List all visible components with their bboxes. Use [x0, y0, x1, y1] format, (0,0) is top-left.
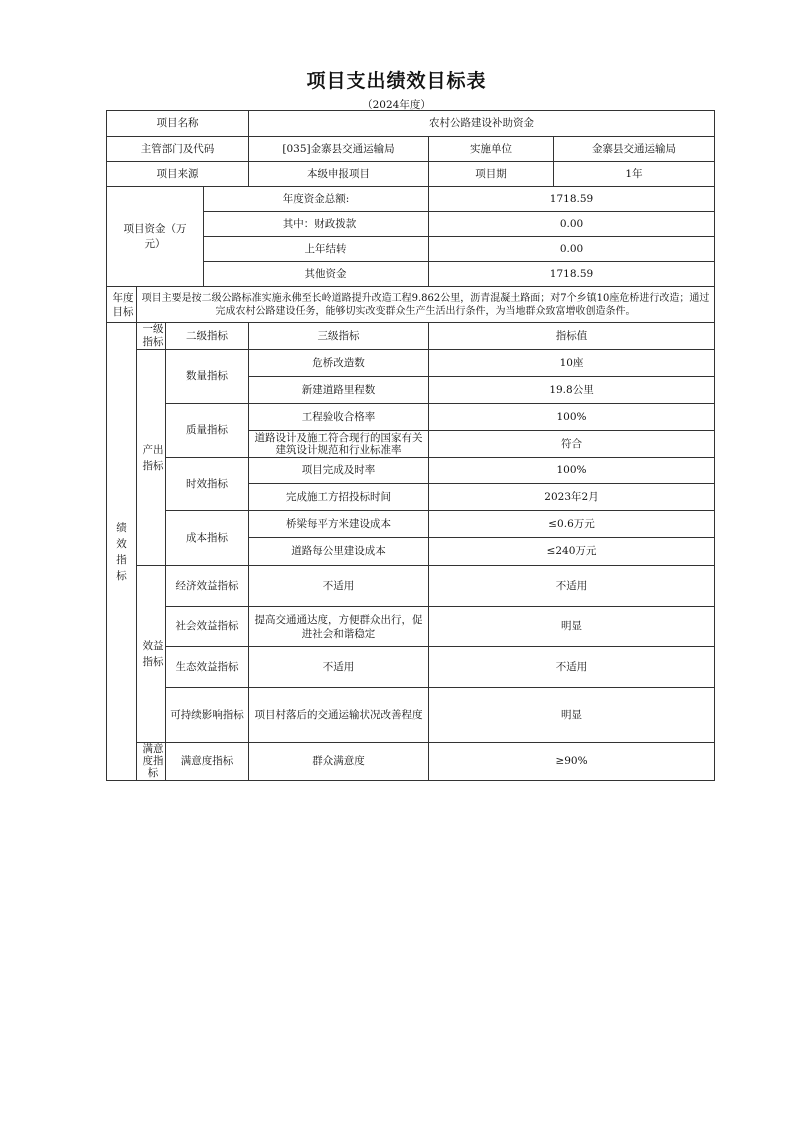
project-name-row [107, 111, 715, 137]
indicator-name: 桥梁每平方米建设成本 [249, 511, 429, 538]
performance-table [106, 110, 715, 781]
indicator-value: ≤240万元 [429, 538, 715, 566]
page-title: 项目支出绩效目标表 [306, 70, 487, 92]
funds-other-value: 1718.59 [429, 262, 715, 287]
table-row [107, 458, 715, 484]
indicator-name: 项目完成及时率 [249, 458, 429, 484]
source-label: 项目来源 [107, 162, 249, 187]
performance-indicators-label: 绩效指标 [107, 323, 137, 781]
period-label: 项目期 [429, 162, 554, 187]
indicator-value: 明显 [429, 607, 715, 647]
quantity-indicator-label: 数量指标 [166, 350, 249, 404]
indicator-value: 100% [429, 458, 715, 484]
satisfaction-level2-label: 满意度指标 [166, 743, 249, 781]
indicator-name: 工程验收合格率 [249, 404, 429, 431]
indicator-value: 19.8公里 [429, 377, 715, 404]
funds-total-label: 年度资金总额: [204, 187, 429, 212]
quality-indicator-label: 质量指标 [166, 404, 249, 458]
indicator-name: 道路每公里建设成本 [249, 538, 429, 566]
impl-value: 金寨县交通运输局 [554, 137, 715, 162]
header-value: 指标值 [429, 323, 715, 350]
source-row [107, 162, 715, 187]
annual-goal-label: 年度目标 [107, 287, 137, 323]
indicator-value: 不适用 [429, 566, 715, 607]
table-row [107, 607, 715, 647]
indicator-value: 明显 [429, 688, 715, 743]
indicator-name: 完成施工方招投标时间 [249, 484, 429, 511]
indicator-name: 危桥改造数 [249, 350, 429, 377]
indicator-value: 100% [429, 404, 715, 431]
funds-fiscal-value: 0.00 [429, 212, 715, 237]
indicator-name: 道路设计及施工符合现行的国家有关建筑设计规范和行业标准率 [249, 431, 429, 458]
economic-benefit-label: 经济效益指标 [166, 566, 249, 607]
impl-label: 实施单位 [429, 137, 554, 162]
indicator-value: 2023年2月 [429, 484, 715, 511]
indicator-value: ≤0.6万元 [429, 511, 715, 538]
funds-carryover-value: 0.00 [429, 237, 715, 262]
sustainable-impact-label: 可持续影响指标 [166, 688, 249, 743]
table-row [107, 688, 715, 743]
dept-row [107, 137, 715, 162]
funds-total-value: 1718.59 [429, 187, 715, 212]
table-row [107, 350, 715, 377]
table-row [107, 743, 715, 781]
annual-goal-text: 项目主要是按二级公路标准实施永佛至长岭道路提升改造工程9.862公里，沥青混凝土路面；对7个乡镇10座危桥进行改造；通过完成农村公路建设任务，能够切实改变群众生产生活出行条件，为当地群众致富增收创造条件。 [137, 287, 715, 323]
indicator-value: 不适用 [429, 647, 715, 688]
indicator-name: 项目村落后的交通运输状况改善程度 [249, 688, 429, 743]
header-level1: 一级指标 [137, 323, 166, 350]
header-level3: 三级指标 [249, 323, 429, 350]
indicator-value: 10座 [429, 350, 715, 377]
funds-other-label: 其他资金 [204, 262, 429, 287]
indicator-name: 群众满意度 [249, 743, 429, 781]
dept-label: 主管部门及代码 [107, 137, 249, 162]
indicator-name: 不适用 [249, 566, 429, 607]
social-benefit-label: 社会效益指标 [166, 607, 249, 647]
fiscal-year: （2024年度） [362, 99, 431, 111]
timeliness-indicator-label: 时效指标 [166, 458, 249, 511]
dept-value: [035]金寨县交通运输局 [249, 137, 429, 162]
table-row [107, 566, 715, 607]
annual-goal-row [107, 287, 715, 323]
output-indicators-label: 产出指标 [137, 350, 166, 566]
indicator-value: ≥90% [429, 743, 715, 781]
source-value: 本级申报项目 [249, 162, 429, 187]
funds-carryover-label: 上年结转 [204, 237, 429, 262]
satisfaction-indicators-label: 满意度指标 [137, 743, 166, 781]
table-row [107, 511, 715, 538]
funds-fiscal-label: 其中：财政拨款 [204, 212, 429, 237]
indicator-value: 符合 [429, 431, 715, 458]
funds-total-row [107, 187, 715, 212]
ecological-benefit-label: 生态效益指标 [166, 647, 249, 688]
period-value: 1年 [554, 162, 715, 187]
benefit-indicators-label: 效益指标 [137, 566, 166, 743]
header-level2: 二级指标 [166, 323, 249, 350]
indicator-name: 提高交通通达度，方便群众出行，促进社会和谐稳定 [249, 607, 429, 647]
indicator-header-row [107, 323, 715, 350]
project-name-value: 农村公路建设补助资金 [249, 111, 715, 137]
indicator-name: 不适用 [249, 647, 429, 688]
cost-indicator-label: 成本指标 [166, 511, 249, 566]
table-row [107, 647, 715, 688]
indicator-name: 新建道路里程数 [249, 377, 429, 404]
funds-label: 项目资金（万元） [107, 187, 204, 287]
project-name-label: 项目名称 [107, 111, 249, 137]
table-row [107, 404, 715, 431]
